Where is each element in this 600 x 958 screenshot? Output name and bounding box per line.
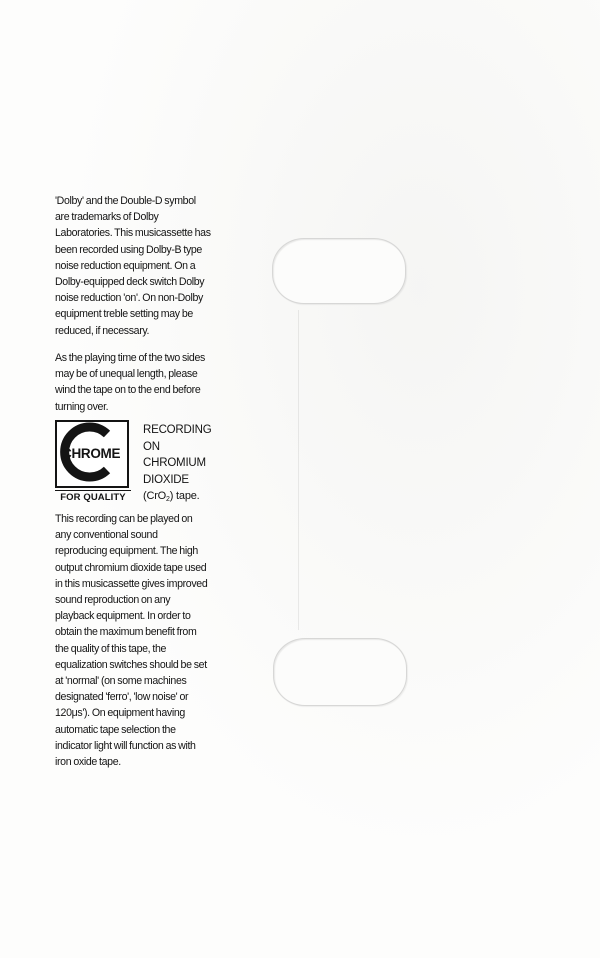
- notice-line: at 'normal' (on some machines: [55, 675, 187, 688]
- paper-crease: [298, 310, 299, 630]
- notice-line: equalization switches should be set: [55, 658, 207, 671]
- notice-line: turning over.: [55, 400, 109, 413]
- notice-line: designated 'ferro', 'low noise' or: [55, 691, 189, 704]
- notice-line: indicator light will function as with: [55, 739, 196, 752]
- formula-prefix: (CrO: [143, 490, 167, 502]
- notice-line: This recording can be played on: [55, 513, 193, 525]
- caption-line: CHROMIUM: [143, 457, 206, 469]
- formula-subscript: 2: [166, 496, 170, 503]
- notice-line: 120μs'). On equipment having: [55, 707, 185, 720]
- chrome-for-quality-logo: [55, 420, 133, 505]
- chrome-logo-row: [55, 420, 255, 506]
- notice-line: playback equipment. In order to: [55, 610, 191, 623]
- notice-line: noise reduction equipment. On a: [55, 259, 196, 272]
- chromium-dioxide-formula: [143, 488, 211, 509]
- notice-line: may be of unequal length, please: [55, 368, 198, 381]
- lower-embossed-cutout: [273, 638, 407, 706]
- notice-line: output chromium dioxide tape used: [55, 561, 207, 574]
- caption-line: RECORDING: [143, 424, 212, 436]
- notice-line: the quality of this tape, the: [55, 642, 167, 655]
- chrome-tape-notice: [55, 511, 225, 770]
- caption-line: ON: [143, 440, 160, 453]
- dolby-trademark-notice: [55, 193, 225, 339]
- formula-suffix: ) tape.: [169, 490, 200, 502]
- notice-line: As the playing time of the two sides: [55, 352, 205, 364]
- notice-line: reproducing equipment. The high: [55, 545, 198, 558]
- notice-line: Dolby-equipped deck switch Dolby: [55, 276, 205, 289]
- notice-line: automatic tape selection the: [55, 723, 176, 736]
- notice-line: in this musicassette gives improved: [55, 577, 208, 590]
- notice-line: been recorded using Dolby-B type: [55, 243, 202, 256]
- notice-line: reduced, if necessary.: [55, 324, 150, 337]
- chrome-logo-tagline: FOR QUALITY: [55, 490, 131, 503]
- notice-line: noise reduction 'on'. On non-Dolby: [55, 292, 203, 305]
- playing-time-notice: [55, 350, 225, 415]
- notice-line: 'Dolby' and the Double-D symbol: [55, 195, 196, 207]
- chrome-logo-word: CHROME: [62, 446, 121, 461]
- notice-line: obtain the maximum benefit from: [55, 626, 197, 639]
- notice-line: iron oxide tape.: [55, 756, 121, 769]
- upper-embossed-cutout: [272, 238, 406, 304]
- chromium-dioxide-caption: [143, 422, 211, 509]
- notice-line: are trademarks of Dolby: [55, 211, 159, 224]
- notice-line: sound reproduction on any: [55, 594, 171, 607]
- notice-line: equipment treble setting may be: [55, 308, 193, 321]
- caption-line: DIOXIDE: [143, 473, 189, 486]
- notice-line: Laboratories. This musicassette has: [55, 227, 211, 240]
- notice-line: any conventional sound: [55, 529, 158, 542]
- notice-line: wind the tape on to the end before: [55, 384, 201, 397]
